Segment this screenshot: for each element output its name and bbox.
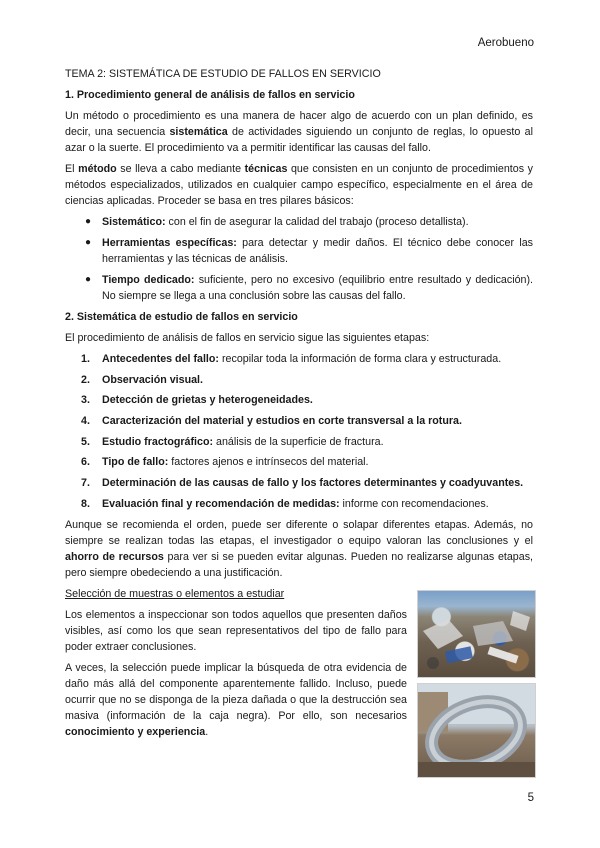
section-1-heading: 1. Procedimiento general de análisis de fallos en servicio bbox=[65, 89, 355, 101]
list-item: 2. Observación visual. bbox=[81, 373, 203, 386]
bullet-icon: ● bbox=[85, 237, 92, 248]
steps-list bbox=[65, 351, 533, 512]
page-number: 5 bbox=[527, 792, 534, 804]
section-2-intro: El procedimiento de análisis de fallos en servicio sigue las siguientes etapas: bbox=[65, 332, 430, 344]
selection-paragraph-1: Los elementos a inspeccionar son todos aquellos que presenten daños visibles, así como los que sean representativos del tipo de fallo para poder extraer conclusiones. bbox=[65, 608, 407, 653]
section-2-paragraph-after: Aunque se recomienda el orden, puede ser diferente o solapar diferentes etapas. Además, no siempre se realizan todas las etapas, el investigador o equipo valoran las conclusiones y el ahorro de recursos para ver si se pueden evitar algunas. Pueden no realizarse algunas etapas, pero siempre obedeciendo a una justificación. bbox=[65, 518, 534, 579]
engine-ring-illustration bbox=[418, 684, 535, 777]
bullet-icon: ● bbox=[85, 216, 92, 227]
pillars-list bbox=[65, 214, 533, 304]
list-item: 4. Caracterización del material y estudios en corte transversal a la rotura. bbox=[81, 415, 462, 428]
list-item: 6. Tipo de fallo: factores ajenos e intrínsecos del material. bbox=[81, 456, 369, 469]
list-item: ● Herramientas específicas: para detectar y medir daños. El técnico debe conocer las herramientas y las técnicas de análisis. bbox=[85, 237, 533, 265]
list-item: 8. Evaluación final y recomendación de medidas: informe con recomendaciones. bbox=[81, 497, 489, 510]
section-2-heading: 2. Sistemática de estudio de fallos en servicio bbox=[65, 311, 298, 323]
list-item: 1. Antecedentes del fallo: recopilar toda la información de forma clara y estructurada. bbox=[81, 353, 502, 365]
wreckage-photo bbox=[417, 590, 536, 678]
list-item: 7. Determinación de las causas de fallo y los factores determinantes y coadyuvantes. bbox=[81, 477, 524, 490]
engine-ring-photo bbox=[417, 683, 536, 778]
selection-subheading: Selección de muestras o elementos a estudiar bbox=[65, 587, 285, 600]
bullet-icon: ● bbox=[85, 274, 92, 285]
section-1-paragraph-2: El método se lleva a cabo mediante técnicas que consisten en un conjunto de procedimientos y métodos especializados, utilizados en cualquier campo específico, especialmente en el área de ciencias aplicadas. Proceder se basa en tres pilares básicos: bbox=[65, 163, 533, 207]
selection-paragraph-2: A veces, la selección puede implicar la búsqueda de otra evidencia de daño más allá del componente aparentemente fallido. Incluso, puede ocurrir que no se disponga de la pieza dañada o que la destrucción sea masiva (información de la caja negra). Por ello, son necesarios conocimiento y experiencia. bbox=[65, 661, 407, 738]
wreckage-illustration bbox=[418, 591, 535, 677]
list-item: ● Sistemático: con el fin de asegurar la calidad del trabajo (proceso detallista). bbox=[85, 216, 469, 228]
list-item: ● Tiempo dedicado: suficiente, pero no excesivo (equilibrio entre resultado y dedicación). No siempre se llega a una conclusión sobre las causas del fallo. bbox=[85, 274, 533, 302]
document-title: TEMA 2: SISTEMÁTICA DE ESTUDIO DE FALLOS EN SERVICIO bbox=[65, 68, 381, 80]
section-1-paragraph-1: Un método o procedimiento es una manera de hacer algo de acuerdo con un plan definido, es decir, una secuencia sistemática de actividades siguiendo un conjunto de reglas, lo opuesto al azar o la suerte. El procedimiento va a permitir identificar las causas del fallo. bbox=[65, 110, 533, 154]
running-header: Aerobueno bbox=[477, 37, 534, 49]
list-item: 3. Detección de grietas y heterogeneidades. bbox=[81, 394, 313, 407]
list-item: 5. Estudio fractográfico: análisis de la superficie de fractura. bbox=[81, 435, 384, 448]
